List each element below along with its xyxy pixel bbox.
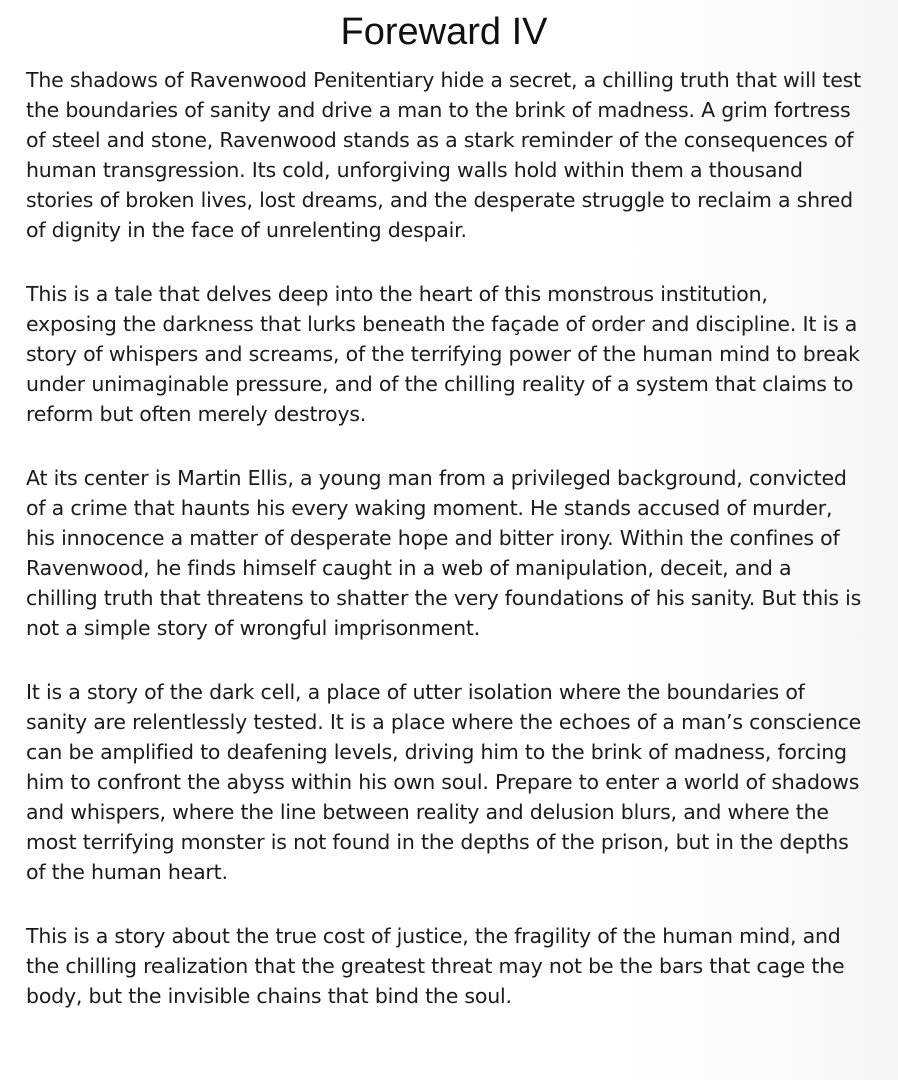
paragraph-2: This is a tale that delves deep into the heart of this monstrous institution, exposing the darkness that lurks beneath the façade of order and discipline. It is a story of whispers and screams, of the terrifying power of the human mind to break under unimaginable pressure, and of the chilling reality of a system that claims to reform but often merely destroys. (26, 282, 860, 426)
page-title: Foreward IV (340, 11, 548, 53)
paragraph-5: This is a story about the true cost of justice, the fragility of the human mind, and the chilling realization that the greatest threat may not be the bars that cage the body, but the invisible chains that bind the soul. (26, 924, 845, 1008)
paragraph-4: It is a story of the dark cell, a place of utter isolation where the boundaries of sanity are relentlessly tested. It is a place where the echoes of a man’s conscience can be amplified to deafening levels, driving him to the brink of madness, forcing him to confront the abyss within his own soul. Prepare to enter a world of shadows and whispers, where the line between reality and delusion blurs, and where the most terrifying monster is not found in the depths of the prison, but in the depths of the human heart. (26, 680, 862, 884)
paragraph-1: The shadows of Ravenwood Penitentiary hide a secret, a chilling truth that will test the boundaries of sanity and drive a man to the brink of madness. A grim fortress of steel and stone, Ravenwood stands as a stark reminder of the consequences of human transgression. Its cold, unforgiving walls hold within them a thousand stories of broken lives, lost dreams, and the desperate struggle to reclaim a shred of dignity in the face of unrelenting despair. (26, 68, 861, 242)
paragraph-3: At its center is Martin Ellis, a young man from a privileged background, convicted of a crime that haunts his every waking moment. He stands accused of murder, his innocence a matter of desperate hope and bitter irony. Within the confines of Ravenwood, he finds himself caught in a web of manipulation, deceit, and a chilling truth that threatens to shatter the very foundations of his sanity. But this is not a simple story of wrongful imprisonment. (26, 466, 862, 640)
